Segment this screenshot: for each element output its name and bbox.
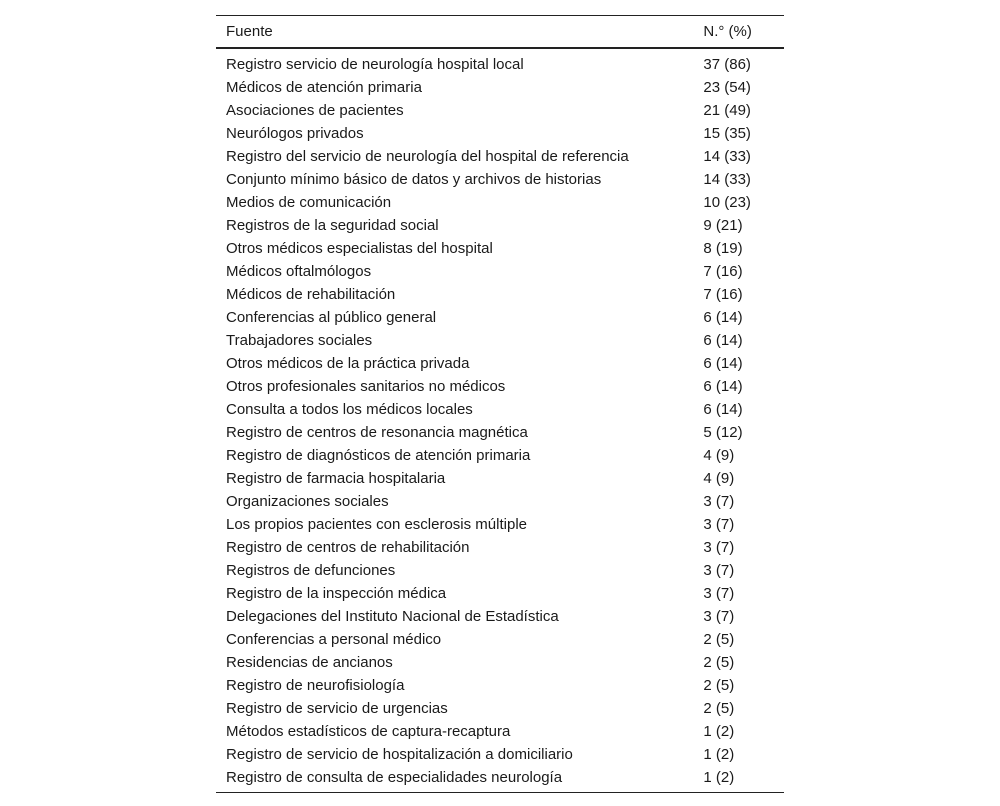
cell-value: 14 (33) xyxy=(703,171,751,188)
table-row xyxy=(216,559,784,582)
cell-value: 15 (35) xyxy=(703,125,751,142)
table-row xyxy=(216,122,784,145)
cell-value: 1 (2) xyxy=(703,746,735,763)
table-row xyxy=(216,168,784,191)
cell-value: 6 (14) xyxy=(703,378,743,395)
cell-source: Registro de farmacia hospitalaria xyxy=(226,470,446,487)
table-row xyxy=(216,306,784,329)
table-header xyxy=(216,16,784,49)
table-row xyxy=(216,467,784,490)
cell-source: Conferencias a personal médico xyxy=(226,631,442,648)
table-body xyxy=(216,48,784,792)
cell-source: Conferencias al público general xyxy=(226,309,437,326)
table-row xyxy=(216,444,784,467)
cell-value: 2 (5) xyxy=(703,700,735,717)
cell-value: 8 (19) xyxy=(703,240,743,257)
cell-source: Trabajadores sociales xyxy=(226,332,373,349)
cell-value: 21 (49) xyxy=(703,102,751,119)
cell-source: Medios de comunicación xyxy=(226,194,392,211)
table-row xyxy=(216,513,784,536)
cell-value: 23 (54) xyxy=(703,79,751,96)
cell-source: Médicos de atención primaria xyxy=(226,79,422,96)
cell-source: Registro de servicio de hospitalización a domiciliario xyxy=(226,746,573,763)
cell-value: 3 (7) xyxy=(703,493,735,510)
table-row xyxy=(216,674,784,697)
cell-source: Residencias de ancianos xyxy=(226,654,393,671)
table-row xyxy=(216,191,784,214)
table-row xyxy=(216,329,784,352)
cell-value: 6 (14) xyxy=(703,355,743,372)
table-row xyxy=(216,582,784,605)
cell-source: Otros profesionales sanitarios no médicos xyxy=(226,378,506,395)
cell-value: 5 (12) xyxy=(703,424,743,441)
cell-value: 2 (5) xyxy=(703,654,735,671)
cell-value: 4 (9) xyxy=(703,470,735,487)
cell-source: Métodos estadísticos de captura-recaptura xyxy=(226,723,511,740)
table-row xyxy=(216,720,784,743)
cell-source: Registro del servicio de neurología del hospital de referencia xyxy=(226,148,629,165)
cell-value: 2 (5) xyxy=(703,677,735,694)
cell-source: Registros de la seguridad social xyxy=(226,217,439,234)
cell-source: Los propios pacientes con esclerosis múltiple xyxy=(226,516,527,533)
cell-source: Registro de centros de rehabilitación xyxy=(226,539,470,556)
table-row xyxy=(216,260,784,283)
cell-source: Médicos de rehabilitación xyxy=(226,286,396,303)
table-row xyxy=(216,628,784,651)
cell-source: Otros médicos de la práctica privada xyxy=(226,355,470,372)
cell-value: 7 (16) xyxy=(703,286,743,303)
table-row xyxy=(216,697,784,720)
cell-value: 3 (7) xyxy=(703,562,735,579)
cell-source: Otros médicos especialistas del hospital xyxy=(226,240,493,257)
cell-value: 9 (21) xyxy=(703,217,743,234)
cell-source: Neurólogos privados xyxy=(226,125,364,142)
cell-source: Consulta a todos los médicos locales xyxy=(226,401,473,418)
cell-value: 6 (14) xyxy=(703,332,743,349)
cell-source: Conjunto mínimo básico de datos y archivos de historias xyxy=(226,171,602,188)
table-row xyxy=(216,651,784,674)
cell-value: 3 (7) xyxy=(703,608,735,625)
cell-value: 2 (5) xyxy=(703,631,735,648)
cell-source: Registro de la inspección médica xyxy=(226,585,447,602)
cell-source: Delegaciones del Instituto Nacional de Estadística xyxy=(226,608,559,625)
table-row xyxy=(216,398,784,421)
cell-source: Médicos oftalmólogos xyxy=(226,263,372,280)
table-header-row xyxy=(216,16,784,49)
cell-value: 37 (86) xyxy=(703,56,751,73)
table-row xyxy=(216,237,784,260)
cell-value: 6 (14) xyxy=(703,309,743,326)
header-value: N.° (%) xyxy=(703,23,752,40)
sources-table-container xyxy=(216,15,784,793)
table-row xyxy=(216,375,784,398)
cell-source: Registro de centros de resonancia magnética xyxy=(226,424,528,441)
cell-source: Organizaciones sociales xyxy=(226,493,389,510)
table-row xyxy=(216,421,784,444)
cell-value: 4 (9) xyxy=(703,447,735,464)
table-row xyxy=(216,99,784,122)
cell-value: 7 (16) xyxy=(703,263,743,280)
table-bottom-rule xyxy=(216,792,784,793)
cell-value: 1 (2) xyxy=(703,769,735,786)
cell-value: 3 (7) xyxy=(703,516,735,533)
cell-source: Registro de neurofisiología xyxy=(226,677,405,694)
table-row xyxy=(216,352,784,375)
table-row xyxy=(216,605,784,628)
cell-value: 10 (23) xyxy=(703,194,751,211)
table-row xyxy=(216,48,784,76)
cell-source: Registro de consulta de especialidades neurología xyxy=(226,769,563,786)
sources-table xyxy=(216,15,784,792)
cell-source: Registro servicio de neurología hospital local xyxy=(226,56,524,73)
table-row xyxy=(216,536,784,559)
table-row xyxy=(216,214,784,237)
cell-source: Asociaciones de pacientes xyxy=(226,102,404,119)
table-row xyxy=(216,76,784,99)
cell-value: 1 (2) xyxy=(703,723,735,740)
cell-source: Registro de diagnósticos de atención primaria xyxy=(226,447,531,464)
cell-value: 3 (7) xyxy=(703,585,735,602)
cell-source: Registros de defunciones xyxy=(226,562,396,579)
table-row xyxy=(216,490,784,513)
cell-value: 6 (14) xyxy=(703,401,743,418)
table-row xyxy=(216,283,784,306)
table-row xyxy=(216,743,784,766)
cell-value: 14 (33) xyxy=(703,148,751,165)
cell-value: 3 (7) xyxy=(703,539,735,556)
cell-source: Registro de servicio de urgencias xyxy=(226,700,448,717)
header-source: Fuente xyxy=(226,23,273,40)
table-row xyxy=(216,766,784,792)
table-row xyxy=(216,145,784,168)
